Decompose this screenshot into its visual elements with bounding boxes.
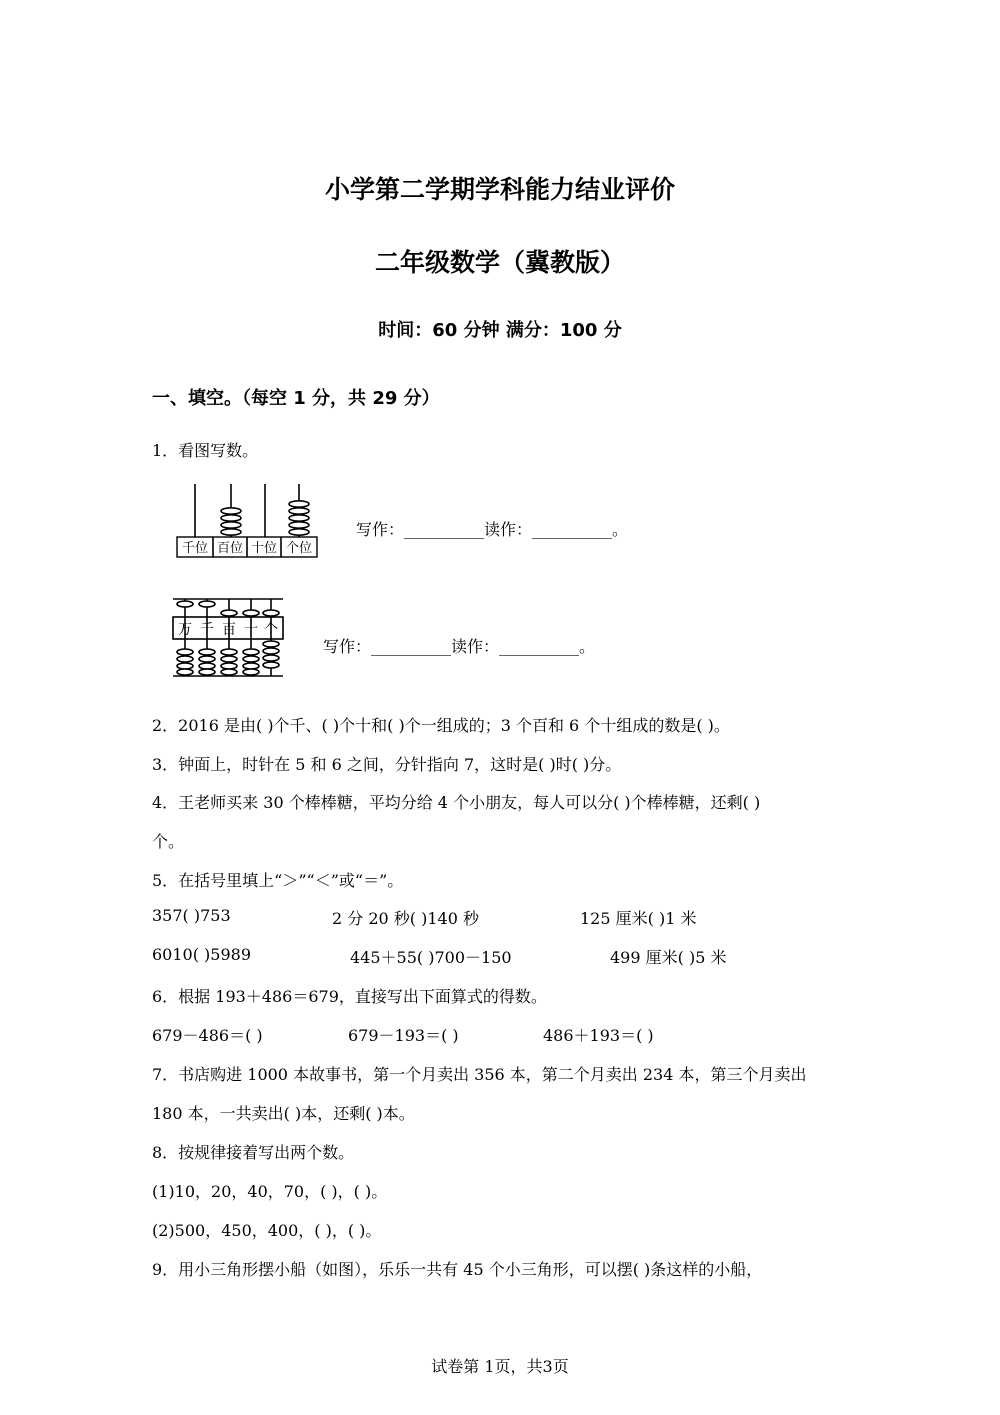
q2-text: 2．2016 是由( )个千、( )个十和( )个一组成的；3 个百和 6 个十组成的数是( )。 [152,716,730,735]
q6-item: 679－193＝( ) [348,1026,459,1045]
q5-item: 357( )753 [152,906,231,925]
q8-item-1: (1)10，20，40，70，( )，( )。 [152,1182,388,1201]
q8-prompt: 8．按规律接着写出两个数。 [152,1143,355,1162]
q1-prompt: 1．看图写数。 [152,441,259,460]
q5-item: 2 分 20 秒( )140 秒 [332,909,479,928]
q5-prompt: 5．在括号里填上“＞”“＜”或“＝”。 [152,871,404,890]
q6-item: 679－486＝( ) [152,1026,263,1045]
q1-answer-line-2: 写作：__________读作：__________。 [323,637,596,656]
abacus-label-thousands: 千 [200,622,214,638]
exam-subtitle: 二年级数学（冀教版） [374,248,625,277]
exam-meta: 时间：60 分钟 满分：100 分 [378,320,622,341]
abacus-label-ten-thousands: 万 [178,622,192,638]
q4-line-1: 4．王老师买来 30 个棒棒糖，平均分给 4 个小朋友，每人可以分( )个棒棒糖，还剩( ) [152,793,761,812]
q4-line-2: 个。 [152,832,185,851]
frame-label-hundreds: 百位 [216,541,244,556]
page-footer: 试卷第 1页，共3页 [431,1357,569,1376]
counting-frame-figure [175,480,320,560]
q7-line-2: 180 本，一共卖出( )本，还剩( )本。 [152,1104,415,1123]
q9-text: 9．用小三角形摆小船（如图），乐乐一共有 45 个小三角形，可以摆( )条这样的小船， [152,1260,763,1279]
abacus-label-ones: 个 [264,622,278,638]
q6-prompt: 6．根据 193＋486＝679，直接写出下面算式的得数。 [152,987,547,1006]
q5-item: 499 厘米( )5 米 [610,948,727,967]
q5-item: 445＋55( )700－150 [350,948,512,967]
q5-item: 6010( )5989 [152,945,252,964]
section-heading: 一、填空。（每空 1 分，共 29 分） [152,388,440,409]
abacus-figure [172,596,284,678]
frame-label-thousands: 千位 [181,541,209,556]
frame-label-tens: 十位 [250,541,278,556]
q1-answer-line-1: 写作：__________读作：__________。 [356,520,629,539]
q7-line-1: 7．书店购进 1000 本故事书，第一个月卖出 356 本，第二个月卖出 234 本，第三个月卖出 [152,1065,807,1084]
q3-text: 3．钟面上，时针在 5 和 6 之间，分针指向 7，这时是( )时( )分。 [152,755,622,774]
q8-item-2: (2)500，450，400，( )，( )。 [152,1221,382,1240]
exam-title: 小学第二学期学科能力结业评价 [324,175,675,204]
abacus-label-hundreds: 百 [222,622,236,638]
q6-item: 486＋193＝( ) [543,1026,654,1045]
abacus-label-tens: 十 [244,622,258,638]
q5-item: 125 厘米( )1 米 [580,909,697,928]
frame-label-ones: 个位 [285,541,313,556]
